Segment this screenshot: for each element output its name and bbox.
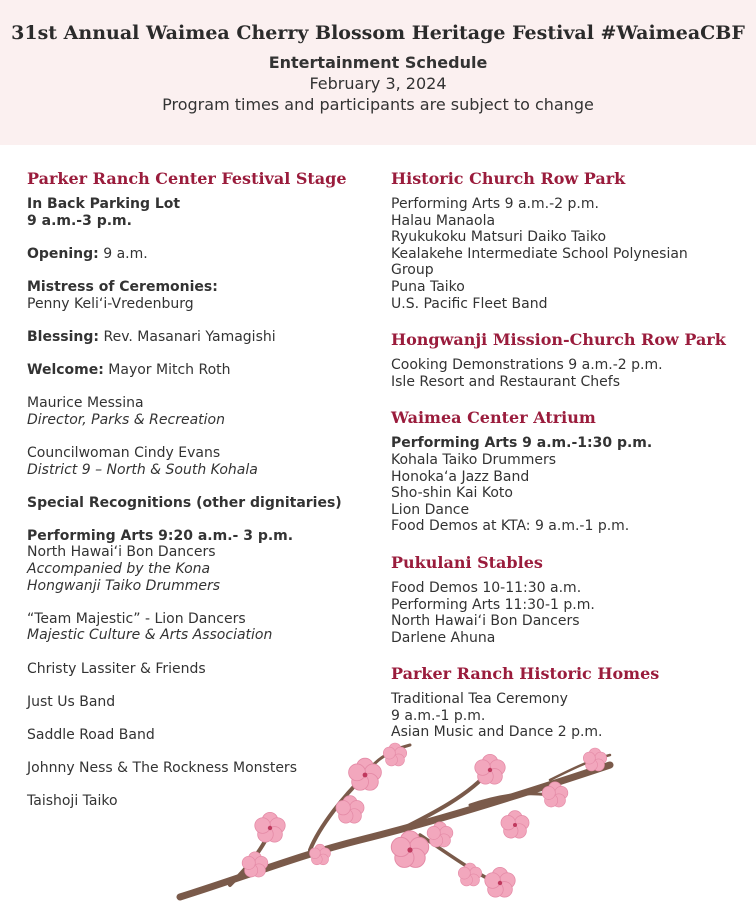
venue-line: Sho-shin Kai Koto bbox=[391, 485, 513, 502]
performer-item: Christy Lassiter & Friends bbox=[27, 660, 206, 677]
majestic-org: Majestic Culture & Arts Association bbox=[27, 627, 273, 644]
venue-line: Puna Taiko bbox=[391, 278, 465, 295]
historic-homes-title: Parker Ranch Historic Homes bbox=[391, 664, 660, 684]
venue-line: Traditional Tea Ceremony bbox=[391, 691, 568, 708]
waimea-center-title: Waimea Center Atrium bbox=[391, 408, 596, 428]
messina-entry bbox=[27, 395, 357, 428]
opening-entry bbox=[27, 246, 357, 263]
stage-location-block bbox=[27, 196, 357, 229]
festival-stage-column bbox=[27, 168, 357, 827]
performer-entry bbox=[27, 661, 357, 678]
mistress-name: Penny Keli‘i-Vredenburg bbox=[27, 295, 194, 312]
venue-line: Performing Arts 11:30-1 p.m. bbox=[391, 596, 595, 613]
evans-role: District 9 – North & South Kohala bbox=[27, 461, 258, 478]
venue-line: U.S. Pacific Fleet Band bbox=[391, 295, 548, 312]
blessing-value: Rev. Masanari Yamagishi bbox=[99, 328, 276, 345]
team-majestic-entry bbox=[27, 611, 357, 644]
messina-role: Director, Parks & Recreation bbox=[27, 411, 225, 428]
welcome-label: Welcome: bbox=[27, 361, 104, 378]
performer-item: Saddle Road Band bbox=[27, 727, 155, 743]
welcome-entry bbox=[27, 362, 357, 379]
pukulani-section bbox=[391, 552, 726, 646]
festival-stage-title: Parker Ranch Center Festival Stage bbox=[27, 169, 347, 188]
schedule-subtitle: Entertainment Schedule bbox=[268, 53, 488, 72]
venue-line: Honoka‘a Jazz Band bbox=[391, 468, 530, 485]
venue-line: North Hawai‘i Bon Dancers bbox=[391, 613, 580, 630]
venue-line: 9 a.m.-1 p.m. bbox=[391, 707, 486, 724]
festival-date: February 3, 2024 bbox=[309, 74, 447, 93]
church-row-section bbox=[391, 168, 726, 312]
team-majestic: “Team Majestic” - Lion Dancers bbox=[27, 610, 246, 627]
venue-line: Food Demos at KTA: 9 a.m.-1 p.m. bbox=[391, 518, 630, 535]
performing-arts-heading: Performing Arts 9:20 a.m.- 3 p.m. bbox=[27, 527, 294, 544]
venue-line: Halau Manaola bbox=[391, 212, 496, 229]
festival-title: 31st Annual Waimea Cherry Blossom Heritage Festival #WaimeaCBF bbox=[11, 22, 745, 44]
performer-entry bbox=[27, 694, 357, 711]
special-recognitions-entry bbox=[27, 495, 357, 512]
blessing-entry bbox=[27, 329, 357, 346]
hongwanji-title: Hongwanji Mission-Church Row Park bbox=[391, 330, 726, 350]
historic-homes-section bbox=[391, 663, 726, 741]
venue-line: Food Demos 10-11:30 a.m. bbox=[391, 579, 582, 596]
venue-line: Ryukukoku Matsuri Daiko Taiko bbox=[391, 229, 607, 246]
venue-line: Darlene Ahuna bbox=[391, 629, 496, 646]
venue-line: Performing Arts 9 a.m.-2 p.m. bbox=[391, 196, 599, 212]
venue-line: Isle Resort and Restaurant Chefs bbox=[391, 373, 621, 390]
schedule-disclaimer: Program times and participants are subject to change bbox=[162, 95, 594, 114]
opening-label: Opening: bbox=[27, 245, 99, 262]
performer-item: Johnny Ness & The Rockness Monsters bbox=[27, 760, 297, 777]
hongwanji-section bbox=[391, 329, 726, 390]
header-banner bbox=[0, 0, 756, 145]
performer-item: Taishoji Taiko bbox=[27, 793, 118, 810]
bon-dancers-note: Accompanied by the Kona Hongwanji Taiko Drummers bbox=[27, 561, 221, 594]
pukulani-title: Pukulani Stables bbox=[391, 552, 543, 572]
venue-line: Asian Music and Dance 2 p.m. bbox=[391, 724, 603, 741]
venue-line: Cooking Demonstrations 9 a.m.-2 p.m. bbox=[391, 357, 663, 374]
mistress-entry bbox=[27, 279, 357, 312]
waimea-center-heading: Performing Arts 9 a.m.-1:30 p.m. bbox=[391, 435, 653, 452]
welcome-value: Mayor Mitch Roth bbox=[103, 361, 231, 378]
evans-name: Councilwoman Cindy Evans bbox=[27, 444, 221, 461]
opening-value: 9 a.m. bbox=[98, 245, 148, 262]
evans-entry bbox=[27, 445, 357, 478]
special-recognitions: Special Recognitions (other dignitaries) bbox=[27, 494, 342, 511]
mistress-label: Mistress of Ceremonies: bbox=[27, 278, 218, 295]
bon-dancers: North Hawai‘i Bon Dancers bbox=[27, 544, 216, 561]
venue-line: Kealakehe Intermediate School Polynesian Group bbox=[391, 245, 688, 279]
stage-location: In Back Parking Lot bbox=[27, 196, 181, 212]
messina-name: Maurice Messina bbox=[27, 395, 144, 412]
performer-item: Just Us Band bbox=[27, 693, 116, 710]
cherry-blossom-branch-icon bbox=[170, 735, 630, 915]
stage-hours: 9 a.m.-3 p.m. bbox=[27, 212, 132, 229]
blessing-label: Blessing: bbox=[27, 328, 100, 345]
venue-line: Lion Dance bbox=[391, 501, 470, 518]
venue-line: Kohala Taiko Drummers bbox=[391, 451, 557, 468]
waimea-center-section bbox=[391, 407, 726, 535]
performing-arts-entry bbox=[27, 528, 357, 594]
venues-column bbox=[391, 168, 726, 758]
church-row-title: Historic Church Row Park bbox=[391, 169, 626, 188]
